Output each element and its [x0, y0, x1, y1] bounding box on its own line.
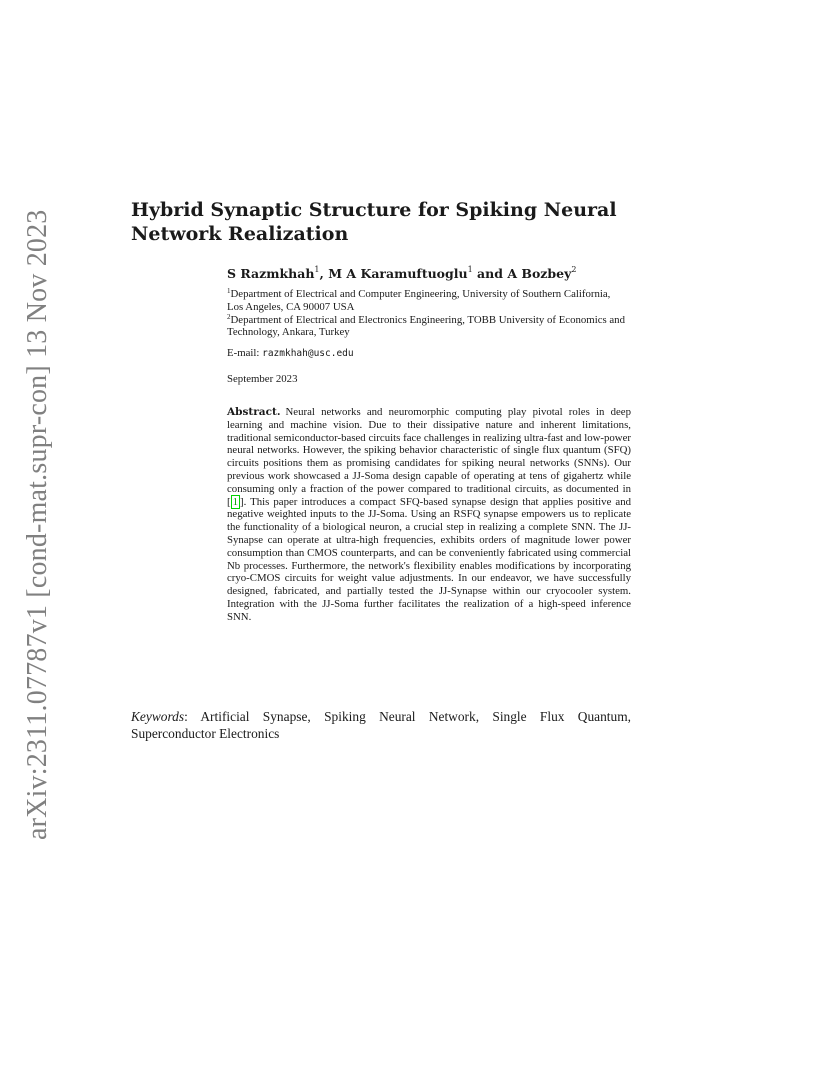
affiliation-text: Department of Electrical and Electronics Engineering, TOBB University of Economics and Technology, Ankara, Turkey — [227, 313, 625, 339]
affiliation-text: Department of Electrical and Computer Engineering, University of Southern California, Los Angeles, CA 90007 USA — [227, 288, 611, 313]
paper-title: Hybrid Synaptic Structure for Spiking Neural Network Realization — [131, 199, 617, 245]
abstract-text-continued: ]. This paper introduces a compact SFQ-based synapse design that applies positive and negative weighted inputs to the JJ-Soma. Using an RSFQ synapse empowers us to replicate the functionality of a biological neuron, a crucial step in realizing a complete SNN. The JJ-Synapse can operate at ultra-high frequencies, exhibits orders of magnitude lower power consumption than CMOS counterparts, and can be conveniently fabricated using commercial Nb processes. Furthermore, the network's flexibility enables modifications by incorporating cryo-CMOS circuits for weight value adjustments. In our endeavor, we have successfully designed, fabricated, and partially tested the JJ-Synapse within our cryocooler system. Integration with the JJ-Soma further facilitates the realization of a high-speed inference SNN. — [227, 495, 631, 623]
publication-date: September 2023 — [227, 373, 298, 385]
contact-email — [227, 347, 354, 360]
affiliation — [227, 314, 627, 340]
email-label: E-mail: — [227, 347, 263, 359]
keywords-text: : Artificial Synapse, Spiking Neural Network, Single Flux Quantum, Superconductor Electronics — [131, 709, 631, 741]
author-name: A Bozbey — [507, 266, 572, 281]
affiliation-mark: 1 — [227, 287, 231, 295]
affiliation — [227, 288, 627, 314]
abstract — [227, 406, 631, 624]
email-address[interactable]: razmkhah@usc.edu — [262, 348, 354, 359]
author-list: S Razmkhah$^1$, M A Karamuftuoglu$^1$ and A Bozbey$^2$ — [227, 265, 577, 281]
keywords — [131, 709, 631, 742]
author-affiliation-mark: 1 — [314, 265, 320, 274]
affiliations — [227, 288, 627, 339]
affiliation-mark: 2 — [227, 312, 231, 321]
keywords-label: Keywords — [131, 709, 185, 724]
citation-link[interactable]: 1 — [232, 495, 239, 508]
abstract-heading: Abstract. — [227, 406, 281, 418]
author-affiliation-mark: 2 — [571, 265, 577, 274]
arxiv-identifier-stamp: arXiv:2311.07787v1 [cond-mat.supr-con] 13 Nov 2023 — [22, 209, 53, 840]
author-name: M A Karamuftuoglu — [328, 266, 468, 281]
author-affiliation-mark: 1 — [467, 265, 473, 274]
abstract-text: Neural networks and neuromorphic computing play pivotal roles in deep learning and machine vision. Due to their dissipative nature and inherent limitations, traditional semiconductor-based circuits face challenges in realizing ultra-fast and low-power neural networks. However, the spiking behavior characteristic of single flux quantum (SFQ) circuits positions them as promising candidates for spiking neural networks (SNNs). Our previous work showcased a JJ-Soma design capable of operating at tens of gigahertz while consuming only a fraction of the power compared to traditional circuits, as documented in [ — [227, 406, 631, 508]
author-name: S Razmkhah — [227, 266, 315, 281]
